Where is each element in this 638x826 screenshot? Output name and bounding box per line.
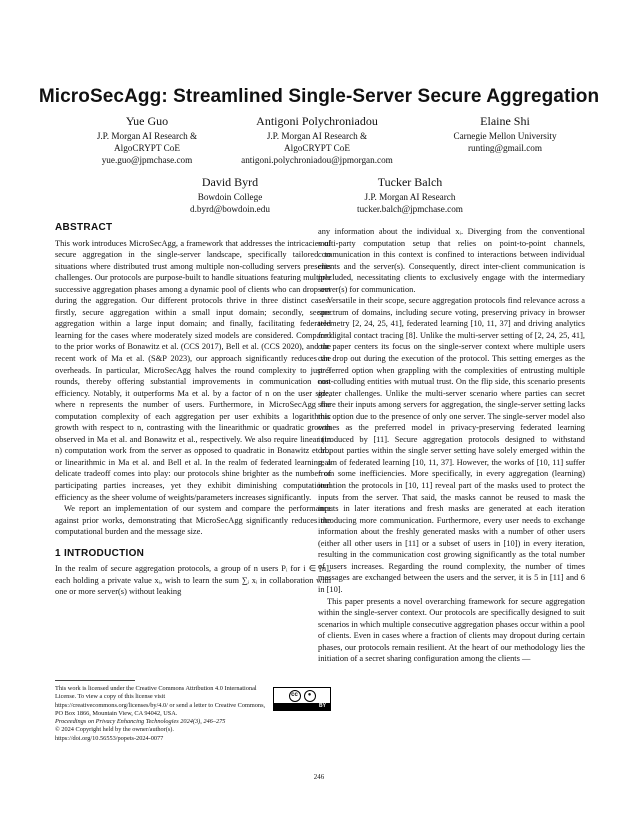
author-affiliation: J.P. Morgan AI Research <box>364 192 456 202</box>
by-label: BY <box>274 703 330 710</box>
author-3 <box>420 114 590 154</box>
author-affiliation: J.P. Morgan AI Research & <box>96 131 198 141</box>
author-name: Antigoni Polychroniadou <box>256 114 378 128</box>
author-affiliation: Carnegie Mellon University <box>453 131 557 141</box>
abstract-paragraph: This work introduces MicroSecAgg, a framework that addresses the intricacies of secure aggregation in the single-server landscape, specifically tailored to situations where distributed trust among multiple non-colluding servers presents challenges. Our protocols are purpose-built to handle situations featuring multiple successive aggregation phases among a dynamic pool of clients who can drop out during the aggregation. Our different protocols thrive in three distinct cases: firstly, secure aggregation within a small input domain; secondly, secure aggregation within a large input domain; and finally, facilitating federated learning for the cases where moderately sized models are considered. Compared to the prior works of Bonawitz et al. (CCS 2017), Bell et al. (CCS 2020), and the recent work of Ma et al. (S&P 2023), our approach significantly reduces the overheads. In particular, MicroSecAgg halves the round complexity to just 3 rounds, thereby offering substantial improvements in communication cost efficiency. Notably, it outperforms Ma et al. by a factor of n on the user side, where n represents the number of users. Furthermore, in MicroSecAgg the computation complexity of each aggregation per user exhibits a logarithmic growth with respect to n, contrasting with the linearithmic or quadratic growth observed in Ma et al. and Bonawitz et al., respectively. We also require linear (in n) computation work from the server as opposed to quadratic in Bonawitz et al., or linearithmic in Ma et al. and Bell et al. In the realm of federated learning, a delicate tradeoff comes into play: our protocols shine brighter as the number of participating parties increases, yet they exhibit diminishing computational efficiency as the sheer volume of weights/parameters increases significantly. <box>55 238 331 502</box>
abstract-heading: ABSTRACT <box>55 222 113 233</box>
cc-by-badge <box>273 687 331 711</box>
author-name: Elaine Shi <box>480 114 530 128</box>
author-name: Tucker Balch <box>377 175 443 189</box>
page-number: 246 <box>313 773 325 781</box>
footnote-rule <box>55 680 135 681</box>
paper-title: MicroSecAgg: Streamlined Single-Server Secure Aggregation <box>38 86 600 107</box>
body-paragraph: Versatile in their scope, secure aggregation protocols find relevance across a spectrum of domains, including secure voting, preserving privacy in browser telemetry [2, 24, 25, 41], federated learning [10, 11, 37] and driving analytics for digital contact tracing [8]. Unlike the multi-server setting of [2, 24, 25, 41], our paper centers its focus on the single-server context where multiple users can drop out during the execution of the protocol. This setting emerges as the preferred option when grappling with the complexities of entrusting multiple non-colluding entities with mutual trust. On the flip side, this scenario presents greater challenges. Unlike the multi-server scenario where parties can secret share their inputs among servers for aggregation, the single-server setting lacks this option due to the presence of only one server. The single-server model also comes as the preferred model in privacy-preserving federated learning introduced by [11]. Secure aggregation protocols designed to withstand dropout parties within the single server setting have solely emerged within the realm of federated learning [10, 11, 37]. However, the works of [10, 11] suffer from some inefficiencies. More specifically, in every aggregation (learning) iteration the protocols in [10, 11] reveal part of the masks used to protect the inputs from the server. That said, the masks cannot be reused to mask the inputs in later iterations and fresh masks are generated at each iteration introducing more communication. Furthermore, every user needs to exchange information about the freshly generated masks with a number of other users (either all other users in [11] or a subset of users in [10]) in every iteration, resulting in the communication cost growing significantly as the total number of users increases. Regarding the round complexity, the number of times messages are exchanged between the users and the server, it is 5 in [11] and 6 in [10]. <box>318 296 585 594</box>
license-footnote <box>55 680 331 743</box>
author-4 <box>155 175 305 215</box>
author-2 <box>222 114 412 166</box>
proceedings-line: Proceedings on Privacy Enhancing Technologies 2024(3), 246–275 <box>55 718 226 726</box>
license-text: This work is licensed under the Creative Commons Attribution 4.0 International License. To view a copy of this license visit https://creativecommons.org/licenses/by/4.0/ or send a letter to Creative Commons, PO Box 1866, Mountain View, CA 94042, USA. <box>55 685 266 717</box>
abstract-paragraph: We report an implementation of our system and compare the performance against prior works, demonstrating that MicroSecAgg significantly reduces the computational burden and the message size. <box>55 504 331 537</box>
author-5 <box>330 175 490 215</box>
body-paragraph: any information about the individual xᵢ. Diverging from the conventional multi-party computation setup that relies on point-to-point channels, communication in this context is confined to interactions between individual clients and the server(s). Consequently, direct inter-client communication is precluded, necessitating clients to exclusively engage with the intermediary server(s) for communication. <box>318 227 585 294</box>
copyright-line: © 2024 Copyright held by the owner/author(s). <box>55 726 174 734</box>
author-affiliation: J.P. Morgan AI Research & <box>266 131 368 141</box>
author-email: tucker.balch@jpmchase.com <box>357 204 463 214</box>
author-email: runting@gmail.com <box>467 143 543 153</box>
doi-link[interactable]: https://doi.org/10.56553/popets-2024-0077 <box>55 734 164 742</box>
body-paragraph: This paper presents a novel overarching framework for secure aggregation within the single-server context. Our protocols are specifically designed to suit scenarios in which multiple consecutive aggregation phases occur within a pool of clients. Even in cases where a fraction of clients may dropout during certain phases, our protocols remain resilient. At the heart of our methodology lies the initiation of a secret sharing configuration among the clients — <box>318 596 585 664</box>
section-heading-introduction: 1 INTRODUCTION <box>55 547 145 559</box>
author-email: d.byrd@bowdoin.edu <box>190 204 270 214</box>
author-name: Yue Guo <box>125 114 169 128</box>
right-column <box>318 226 585 665</box>
author-name: David Byrd <box>201 175 259 189</box>
author-email: antigoni.polychroniadou@jpmorgan.com <box>241 155 393 165</box>
person-icon: ● <box>304 690 316 702</box>
author-affiliation: Bowdoin College <box>197 192 263 202</box>
author-email: yue.guo@jpmchase.com <box>101 155 193 165</box>
author-affiliation: AlgoCRYPT CoE <box>284 143 350 153</box>
left-column <box>55 222 331 598</box>
intro-paragraph: In the realm of secure aggregation protocols, a group of n users Pᵢ for i ∈ [n], each holding a private value xᵢ, wish to learn the sum ∑ᵢ xᵢ in collaboration with one or more server(s) without leaking <box>55 564 331 597</box>
author-affiliation: AlgoCRYPT CoE <box>114 143 180 153</box>
author-1 <box>72 114 222 166</box>
cc-icon: cc <box>289 690 301 702</box>
